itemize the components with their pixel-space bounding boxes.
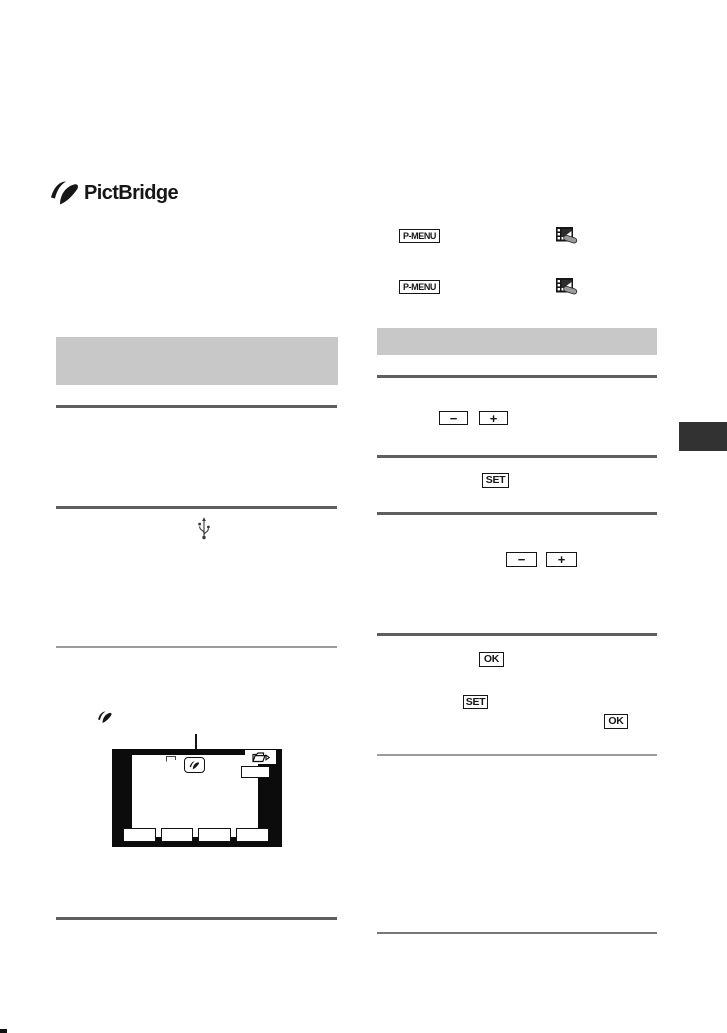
lcd-soft-button — [236, 828, 269, 842]
frame-bracket-icon — [166, 756, 176, 762]
ok-button[interactable]: OK — [604, 714, 628, 729]
lcd-soft-button — [198, 828, 231, 842]
minus-button[interactable]: − — [506, 552, 537, 567]
lcd-end-button — [241, 766, 270, 778]
lcd-soft-button — [123, 828, 156, 842]
next-folder-icon — [252, 752, 270, 763]
divider-rule — [377, 932, 657, 934]
lcd-soft-button — [161, 828, 193, 842]
divider-rule — [56, 506, 337, 509]
divider-rule — [377, 375, 657, 378]
pmenu-button[interactable]: P-MENU — [399, 229, 440, 243]
movie-edit-icon — [556, 227, 579, 246]
divider-rule — [56, 917, 337, 920]
divider-rule — [56, 405, 337, 408]
ok-button[interactable]: OK — [479, 652, 504, 667]
divider-rule — [56, 646, 337, 648]
lcd-screen-diagram — [112, 749, 282, 847]
print-corner-mark — [0, 1029, 7, 1033]
pmenu-button[interactable]: P-MENU — [399, 280, 440, 294]
pictbridge-mark-icon — [97, 711, 113, 724]
pictbridge-mark-icon — [50, 180, 80, 207]
page-edge-tab — [679, 422, 727, 451]
section-heading-bar-right — [377, 328, 657, 355]
plus-button[interactable]: + — [546, 552, 577, 567]
section-heading-bar-left — [56, 337, 338, 385]
pictbridge-logo-text: PictBridge — [84, 182, 179, 204]
set-button[interactable]: SET — [463, 695, 488, 709]
movie-edit-icon — [556, 278, 579, 297]
usb-connector-icon — [196, 516, 212, 541]
set-button[interactable]: SET — [482, 473, 509, 488]
divider-rule — [377, 512, 657, 515]
divider-rule — [377, 633, 657, 636]
divider-rule — [377, 455, 657, 458]
minus-button[interactable]: − — [439, 411, 468, 425]
plus-button[interactable]: + — [479, 411, 508, 425]
pictbridge-badge-icon — [184, 757, 205, 773]
divider-rule — [377, 754, 657, 756]
pictbridge-logo — [50, 180, 178, 207]
